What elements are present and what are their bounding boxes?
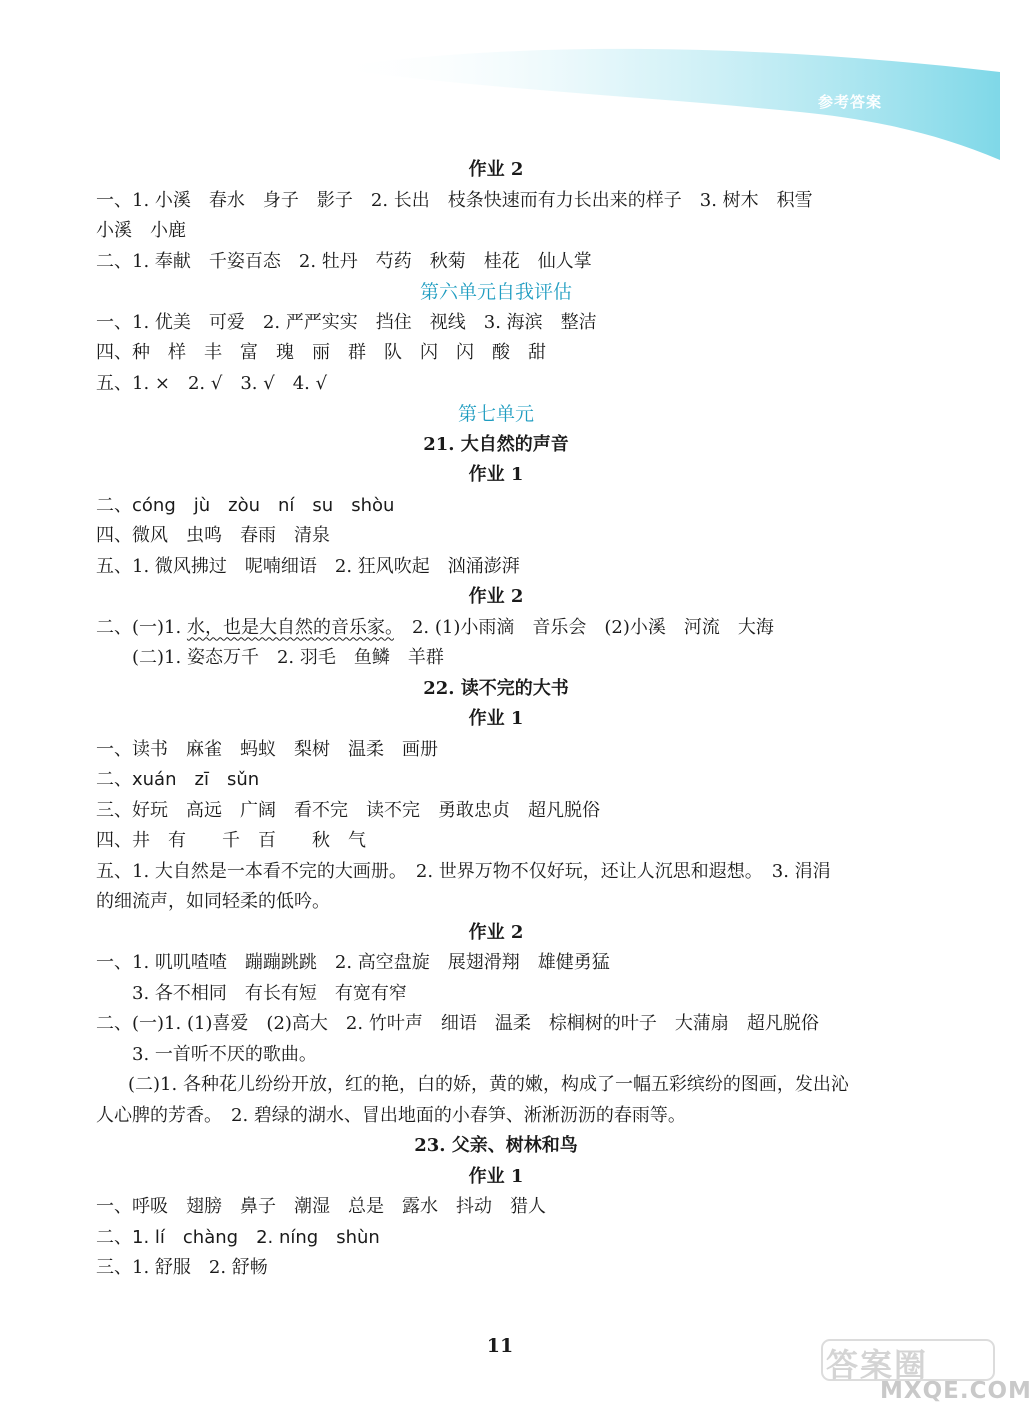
answer-line: 3. 各不相同 有长有短 有宽有窄 — [132, 982, 407, 1004]
page-number: 11 — [486, 1335, 514, 1357]
answer-line: 一、1. 小溪 春水 身子 影子 2. 长出 枝条快速而有力长出来的样子 3. 树木 积雪 — [96, 189, 813, 211]
answer-text: 2. (1)小雨滴 音乐会 (2)小溪 河流 大海 — [393, 616, 774, 638]
answer-line: 人心脾的芳香。 2. 碧绿的湖水、冒出地面的小春笋、淅淅沥沥的春雨等。 — [96, 1104, 686, 1126]
header-swoosh-decoration — [0, 0, 1000, 180]
answer-line: (二)1. 各种花儿纷纷开放，红的艳，白的娇，黄的嫩，构成了一幅五彩缤纷的图画，发出沁 — [128, 1074, 849, 1095]
homework-heading: 作业 2 — [468, 586, 524, 607]
pinyin-answer-line: 二、1. lí chàng 2. níng shùn — [96, 1226, 380, 1248]
homework-heading: 作业 2 — [468, 159, 524, 180]
answer-line: 小溪 小鹿 — [96, 220, 186, 241]
answer-line: 五、1. × 2. √ 3. √ 4. √ — [96, 372, 328, 394]
wavy-underlined-answer: 水，也是大自然的音乐家。 — [186, 616, 394, 638]
unit-title: 第六单元自我评估 — [419, 281, 572, 303]
lesson-title: 22. 读不完的大书 — [423, 677, 569, 699]
answer-content — [96, 155, 896, 1284]
answer-line — [96, 613, 896, 644]
answer-line: 一、读书 麻雀 蚂蚁 梨树 温柔 画册 — [96, 738, 438, 760]
answer-line: 四、种 样 丰 富 瑰 丽 群 队 闪 闪 酸 甜 — [96, 342, 546, 363]
answer-line: 一、1. 叽叽喳喳 蹦蹦跳跳 2. 高空盘旋 展翅滑翔 雄健勇猛 — [96, 952, 610, 973]
answer-line: 一、1. 优美 可爱 2. 严严实实 挡住 视线 3. 海滨 整洁 — [96, 311, 597, 333]
answer-line: 三、好玩 高远 广阔 看不完 读不完 勇敢忠贞 超凡脱俗 — [96, 799, 600, 821]
answer-line: 一、呼吸 翅膀 鼻子 潮湿 总是 露水 抖动 猎人 — [96, 1196, 546, 1217]
answer-line: (二)1. 姿态万千 2. 羽毛 鱼鳞 羊群 — [132, 647, 444, 668]
pinyin-answer-line: 二、xuán zī sǔn — [96, 769, 260, 790]
homework-heading: 作业 2 — [468, 921, 524, 943]
answer-line: 五、1. 大自然是一本看不完的大画册。 2. 世界万物不仅好玩，还让人沉思和遐想。 3. 涓涓 — [96, 860, 831, 882]
answer-line: 二、1. 奉献 千姿百态 2. 牡丹 芍药 秋菊 桂花 仙人掌 — [96, 250, 592, 272]
homework-heading: 作业 1 — [468, 708, 524, 729]
answer-line: 四、井 有 千 百 秋 气 — [96, 830, 366, 851]
homework-heading: 作业 1 — [468, 464, 524, 485]
homework-heading: 作业 1 — [468, 1165, 524, 1187]
lesson-title: 21. 大自然的声音 — [423, 433, 569, 455]
watermark-logo-text: 答案圈 — [826, 1346, 929, 1384]
lesson-title: 23. 父亲、树林和鸟 — [414, 1135, 578, 1156]
answer-text: 二、(一)1. — [96, 616, 187, 638]
watermark-text: MXQE.COM — [880, 1378, 1032, 1404]
answer-line: 二、(一)1. (1)喜爱 (2)高大 2. 竹叶声 细语 温柔 棕榈树的叶子 大蒲扇 超凡脱俗 — [96, 1013, 819, 1034]
answer-line: 3. 一首听不厌的歌曲。 — [132, 1043, 317, 1065]
answer-line: 四、微风 虫鸣 春雨 清泉 — [96, 525, 330, 546]
answer-line: 五、1. 微风拂过 呢喃细语 2. 狂风吹起 汹涌澎湃 — [96, 555, 520, 577]
answer-line: 三、1. 舒服 2. 舒畅 — [96, 1257, 268, 1278]
header-label: 参考答案 — [818, 93, 883, 111]
answer-line: 的细流声，如同轻柔的低吟。 — [96, 891, 330, 912]
pinyin-answer-line: 二、cóng jù zòu ní su shòu — [96, 494, 395, 516]
unit-title: 第七单元 — [457, 403, 534, 425]
